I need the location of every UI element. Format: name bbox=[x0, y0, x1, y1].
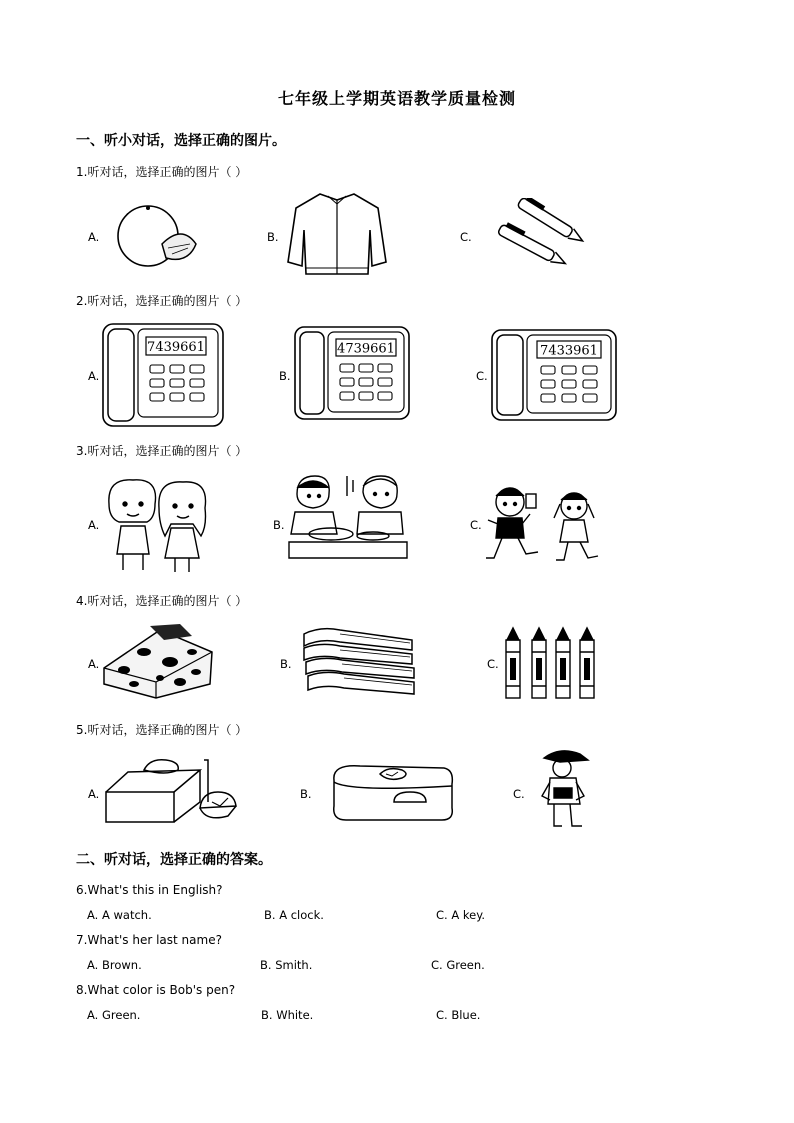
q2-option-c-label[interactable]: C. bbox=[476, 369, 488, 383]
q4-option-b-label[interactable]: B. bbox=[280, 657, 292, 671]
q1-option-c-label[interactable]: C. bbox=[460, 230, 472, 244]
jacket-image bbox=[282, 190, 392, 278]
q8-option-a[interactable]: A. Green. bbox=[87, 1008, 141, 1022]
phone-number-c: 7433961 bbox=[540, 343, 598, 359]
q6-option-b[interactable]: B. A clock. bbox=[264, 908, 324, 922]
q1-option-b-label[interactable]: B. bbox=[267, 230, 279, 244]
q5-option-b-label[interactable]: B. bbox=[300, 787, 312, 801]
question-8-prompt: 8.What color is Bob's pen? bbox=[76, 983, 236, 997]
q5-option-c-label[interactable]: C. bbox=[513, 787, 525, 801]
q8-option-c[interactable]: C. Blue. bbox=[436, 1008, 481, 1022]
q7-option-a[interactable]: A. Brown. bbox=[87, 958, 142, 972]
telephone-c-image bbox=[491, 329, 617, 421]
folded-quilt-image bbox=[330, 762, 456, 824]
question-1-prompt: 1.听对话，选择正确的图片（ ） bbox=[76, 165, 248, 179]
crayons-image bbox=[503, 626, 601, 700]
q7-option-b[interactable]: B. Smith. bbox=[260, 958, 313, 972]
q3-option-b-label[interactable]: B. bbox=[273, 518, 285, 532]
section-2-heading: 二、听对话，选择正确的答案。 bbox=[76, 852, 272, 868]
books-image bbox=[300, 624, 416, 700]
q1-option-a-label[interactable]: A. bbox=[88, 230, 100, 244]
pens-image bbox=[485, 198, 595, 274]
q3-option-a-label[interactable]: A. bbox=[88, 518, 100, 532]
q5-option-a-label[interactable]: A. bbox=[88, 787, 100, 801]
q8-option-b[interactable]: B. White. bbox=[261, 1008, 314, 1022]
q6-option-a[interactable]: A. A watch. bbox=[87, 908, 152, 922]
cooking-boys-image bbox=[287, 472, 409, 564]
phone-number-a: 7439661 bbox=[147, 340, 205, 355]
q2-option-b-label[interactable]: B. bbox=[279, 369, 291, 383]
pencil-box-image bbox=[100, 622, 215, 700]
bed-cap-image bbox=[104, 756, 242, 826]
question-2-prompt: 2.听对话，选择正确的图片（ ） bbox=[76, 294, 248, 308]
q3-option-c-label[interactable]: C. bbox=[470, 518, 482, 532]
question-7-prompt: 7.What's her last name? bbox=[76, 933, 222, 947]
q4-option-c-label[interactable]: C. bbox=[487, 657, 499, 671]
q7-option-c[interactable]: C. Green. bbox=[431, 958, 485, 972]
two-girls-image bbox=[103, 474, 213, 574]
telephone-a-image bbox=[102, 323, 224, 427]
q4-option-a-label[interactable]: A. bbox=[88, 657, 100, 671]
question-6-prompt: 6.What's this in English? bbox=[76, 883, 223, 897]
telephone-b-image bbox=[294, 326, 410, 420]
question-3-prompt: 3.听对话，选择正确的图片（ ） bbox=[76, 444, 248, 458]
phone-number-b: 4739661 bbox=[337, 341, 395, 357]
q6-option-c[interactable]: C. A key. bbox=[436, 908, 486, 922]
page-title: 七年级上学期英语教学质量检测 bbox=[277, 89, 516, 108]
orange-image bbox=[110, 200, 202, 270]
section-1-heading: 一、听小对话，选择正确的图片。 bbox=[76, 133, 286, 149]
question-4-prompt: 4.听对话，选择正确的图片（ ） bbox=[76, 594, 248, 608]
running-kids-image bbox=[484, 484, 602, 564]
boy-cap-image bbox=[540, 748, 590, 830]
question-5-prompt: 5.听对话，选择正确的图片（ ） bbox=[76, 723, 248, 737]
q2-option-a-label[interactable]: A. bbox=[88, 369, 100, 383]
